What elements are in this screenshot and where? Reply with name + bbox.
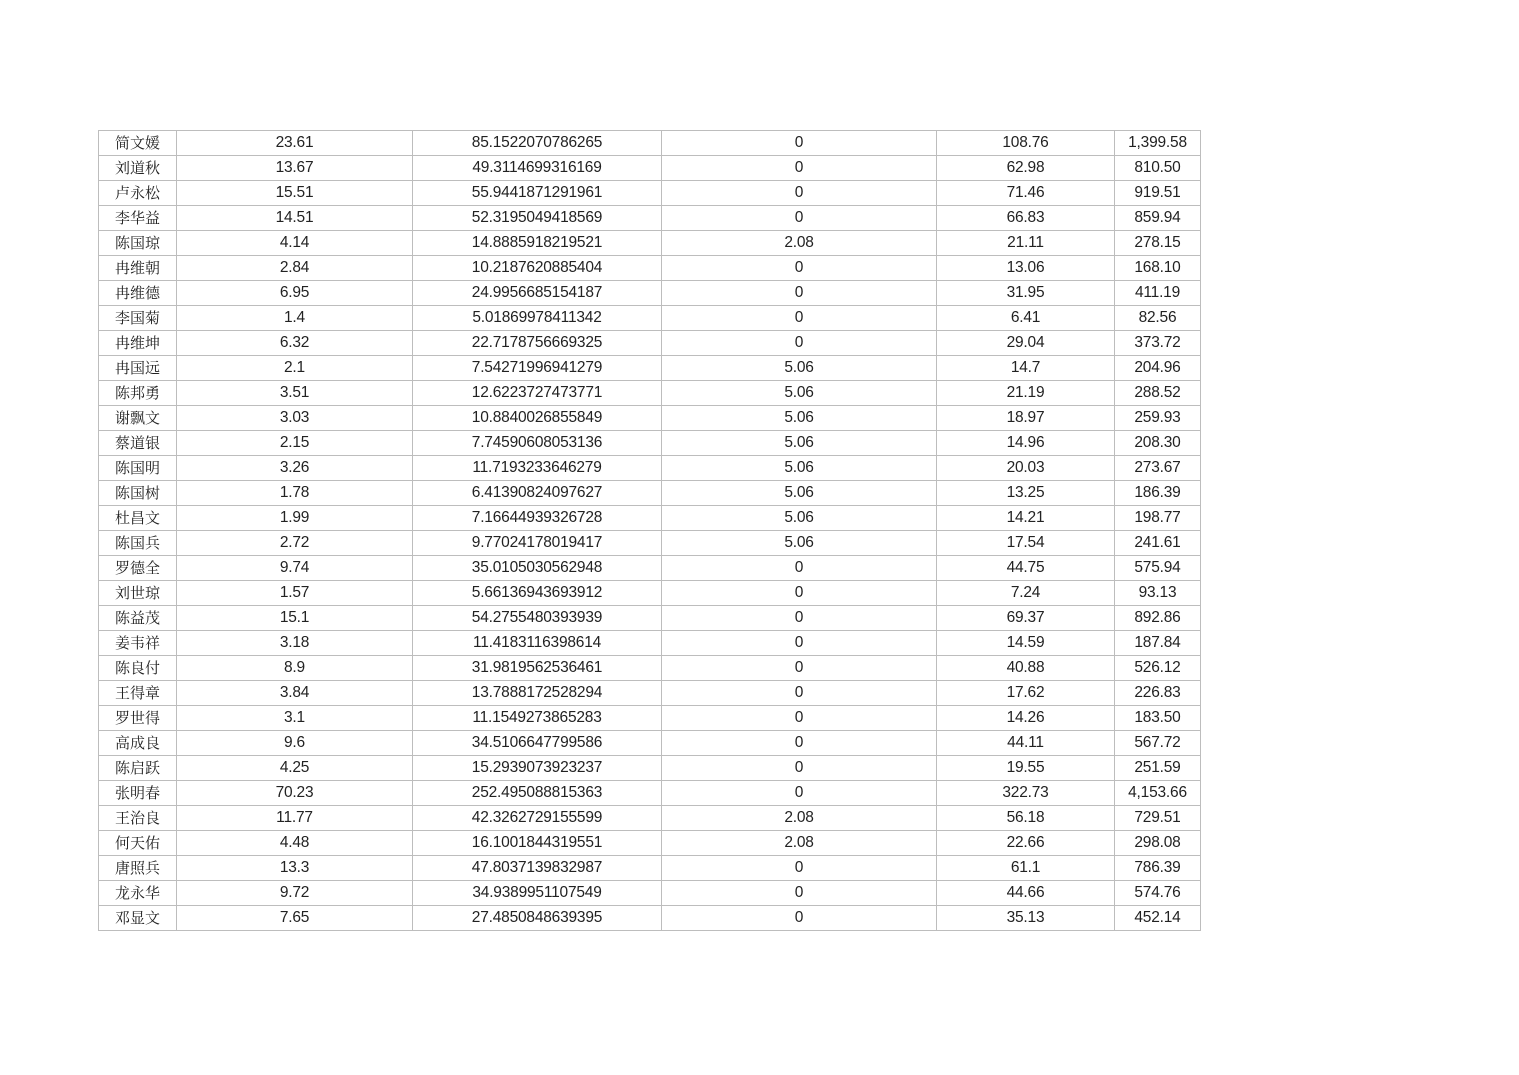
- value-cell-1: 2.15: [177, 431, 413, 456]
- name-cell: 卢永松: [99, 181, 177, 206]
- value-cell-1: 3.84: [177, 681, 413, 706]
- value-cell-2: 34.5106647799586: [413, 731, 662, 756]
- name-cell: 陈启跃: [99, 756, 177, 781]
- table-row: [99, 756, 1201, 781]
- table-row: [99, 631, 1201, 656]
- value-cell-2: 24.9956685154187: [413, 281, 662, 306]
- value-cell-1: 3.51: [177, 381, 413, 406]
- name-cell: 陈国树: [99, 481, 177, 506]
- total-cell: 273.67: [1115, 456, 1201, 481]
- table-row: [99, 256, 1201, 281]
- table-row: [99, 781, 1201, 806]
- value-cell-4: 17.62: [937, 681, 1115, 706]
- value-cell-2: 11.7193233646279: [413, 456, 662, 481]
- total-cell: 208.30: [1115, 431, 1201, 456]
- value-cell-2: 34.9389951107549: [413, 881, 662, 906]
- value-cell-1: 23.61: [177, 131, 413, 156]
- value-cell-1: 2.84: [177, 256, 413, 281]
- value-cell-3: 0: [662, 256, 937, 281]
- value-cell-3: 5.06: [662, 406, 937, 431]
- value-cell-3: 2.08: [662, 831, 937, 856]
- value-cell-4: 17.54: [937, 531, 1115, 556]
- value-cell-1: 14.51: [177, 206, 413, 231]
- value-cell-4: 21.11: [937, 231, 1115, 256]
- table-row: [99, 406, 1201, 431]
- value-cell-2: 5.01869978411342: [413, 306, 662, 331]
- name-cell: 陈邦勇: [99, 381, 177, 406]
- value-cell-1: 9.74: [177, 556, 413, 581]
- value-cell-1: 13.3: [177, 856, 413, 881]
- name-cell: 陈国琼: [99, 231, 177, 256]
- value-cell-3: 0: [662, 281, 937, 306]
- total-cell: 259.93: [1115, 406, 1201, 431]
- value-cell-3: 5.06: [662, 356, 937, 381]
- table-row: [99, 706, 1201, 731]
- value-cell-4: 14.7: [937, 356, 1115, 381]
- value-cell-1: 3.1: [177, 706, 413, 731]
- value-cell-1: 6.32: [177, 331, 413, 356]
- value-cell-2: 42.3262729155599: [413, 806, 662, 831]
- value-cell-4: 29.04: [937, 331, 1115, 356]
- total-cell: 183.50: [1115, 706, 1201, 731]
- name-cell: 龙永华: [99, 881, 177, 906]
- value-cell-2: 31.9819562536461: [413, 656, 662, 681]
- total-cell: 574.76: [1115, 881, 1201, 906]
- value-cell-3: 0: [662, 656, 937, 681]
- table-row: [99, 206, 1201, 231]
- value-cell-2: 7.54271996941279: [413, 356, 662, 381]
- value-cell-3: 5.06: [662, 506, 937, 531]
- value-cell-4: 44.66: [937, 881, 1115, 906]
- value-cell-4: 21.19: [937, 381, 1115, 406]
- total-cell: 168.10: [1115, 256, 1201, 281]
- total-cell: 567.72: [1115, 731, 1201, 756]
- value-cell-4: 19.55: [937, 756, 1115, 781]
- value-cell-3: 0: [662, 731, 937, 756]
- name-cell: 李华益: [99, 206, 177, 231]
- name-cell: 杜昌文: [99, 506, 177, 531]
- value-cell-3: 0: [662, 906, 937, 931]
- name-cell: 张明春: [99, 781, 177, 806]
- table-row: [99, 181, 1201, 206]
- table-row: [99, 306, 1201, 331]
- table-row: [99, 331, 1201, 356]
- value-cell-3: 5.06: [662, 456, 937, 481]
- name-cell: 陈良付: [99, 656, 177, 681]
- name-cell: 简文媛: [99, 131, 177, 156]
- name-cell: 谢飘文: [99, 406, 177, 431]
- table-row: [99, 456, 1201, 481]
- value-cell-2: 27.4850848639395: [413, 906, 662, 931]
- value-cell-3: 5.06: [662, 481, 937, 506]
- name-cell: 唐照兵: [99, 856, 177, 881]
- name-cell: 陈国明: [99, 456, 177, 481]
- value-cell-4: 6.41: [937, 306, 1115, 331]
- table-row: [99, 231, 1201, 256]
- name-cell: 王治良: [99, 806, 177, 831]
- value-cell-3: 5.06: [662, 531, 937, 556]
- value-cell-2: 10.8840026855849: [413, 406, 662, 431]
- value-cell-3: 0: [662, 606, 937, 631]
- total-cell: 452.14: [1115, 906, 1201, 931]
- value-cell-3: 5.06: [662, 431, 937, 456]
- value-cell-4: 31.95: [937, 281, 1115, 306]
- value-cell-1: 2.72: [177, 531, 413, 556]
- value-cell-2: 7.74590608053136: [413, 431, 662, 456]
- table-row: [99, 281, 1201, 306]
- value-cell-1: 1.99: [177, 506, 413, 531]
- value-cell-3: 0: [662, 706, 937, 731]
- value-cell-4: 56.18: [937, 806, 1115, 831]
- value-cell-1: 4.14: [177, 231, 413, 256]
- value-cell-1: 4.48: [177, 831, 413, 856]
- value-cell-1: 3.18: [177, 631, 413, 656]
- total-cell: 411.19: [1115, 281, 1201, 306]
- value-cell-2: 10.2187620885404: [413, 256, 662, 281]
- value-cell-3: 0: [662, 581, 937, 606]
- value-cell-4: 20.03: [937, 456, 1115, 481]
- name-cell: 陈国兵: [99, 531, 177, 556]
- value-cell-4: 40.88: [937, 656, 1115, 681]
- value-cell-1: 6.95: [177, 281, 413, 306]
- total-cell: 226.83: [1115, 681, 1201, 706]
- value-cell-2: 12.6223727473771: [413, 381, 662, 406]
- name-cell: 邓显文: [99, 906, 177, 931]
- table-row: [99, 856, 1201, 881]
- value-cell-1: 15.51: [177, 181, 413, 206]
- value-cell-3: 0: [662, 781, 937, 806]
- value-cell-2: 5.66136943693912: [413, 581, 662, 606]
- total-cell: 241.61: [1115, 531, 1201, 556]
- table-row: [99, 506, 1201, 531]
- name-cell: 冉国远: [99, 356, 177, 381]
- table-row: [99, 431, 1201, 456]
- value-cell-1: 8.9: [177, 656, 413, 681]
- value-cell-4: 13.06: [937, 256, 1115, 281]
- table-row: [99, 481, 1201, 506]
- value-cell-1: 3.03: [177, 406, 413, 431]
- total-cell: 251.59: [1115, 756, 1201, 781]
- name-cell: 罗德全: [99, 556, 177, 581]
- value-cell-4: 22.66: [937, 831, 1115, 856]
- total-cell: 859.94: [1115, 206, 1201, 231]
- table-row: [99, 381, 1201, 406]
- name-cell: 冉维朝: [99, 256, 177, 281]
- value-cell-2: 6.41390824097627: [413, 481, 662, 506]
- value-cell-1: 13.67: [177, 156, 413, 181]
- table-row: [99, 831, 1201, 856]
- value-cell-2: 35.0105030562948: [413, 556, 662, 581]
- table-row: [99, 731, 1201, 756]
- table-row: [99, 356, 1201, 381]
- total-cell: 575.94: [1115, 556, 1201, 581]
- value-cell-4: 66.83: [937, 206, 1115, 231]
- value-cell-3: 0: [662, 306, 937, 331]
- value-cell-1: 1.4: [177, 306, 413, 331]
- value-cell-1: 9.72: [177, 881, 413, 906]
- total-cell: 288.52: [1115, 381, 1201, 406]
- name-cell: 蔡道银: [99, 431, 177, 456]
- value-cell-1: 15.1: [177, 606, 413, 631]
- value-cell-2: 52.3195049418569: [413, 206, 662, 231]
- name-cell: 王得章: [99, 681, 177, 706]
- value-cell-3: 0: [662, 631, 937, 656]
- value-cell-3: 0: [662, 681, 937, 706]
- total-cell: 729.51: [1115, 806, 1201, 831]
- value-cell-3: 0: [662, 556, 937, 581]
- name-cell: 罗世得: [99, 706, 177, 731]
- total-cell: 786.39: [1115, 856, 1201, 881]
- value-cell-4: 7.24: [937, 581, 1115, 606]
- value-cell-2: 47.8037139832987: [413, 856, 662, 881]
- table-row: [99, 531, 1201, 556]
- total-cell: 4,153.66: [1115, 781, 1201, 806]
- value-cell-2: 54.2755480393939: [413, 606, 662, 631]
- table-row: [99, 581, 1201, 606]
- table-row: [99, 656, 1201, 681]
- value-cell-3: 0: [662, 206, 937, 231]
- name-cell: 刘世琼: [99, 581, 177, 606]
- name-cell: 冉维坤: [99, 331, 177, 356]
- value-cell-1: 2.1: [177, 356, 413, 381]
- table-row: [99, 131, 1201, 156]
- value-cell-4: 14.21: [937, 506, 1115, 531]
- name-cell: 李国菊: [99, 306, 177, 331]
- total-cell: 186.39: [1115, 481, 1201, 506]
- table-row: [99, 881, 1201, 906]
- value-cell-2: 7.16644939326728: [413, 506, 662, 531]
- total-cell: 93.13: [1115, 581, 1201, 606]
- value-cell-3: 0: [662, 156, 937, 181]
- value-cell-1: 70.23: [177, 781, 413, 806]
- name-cell: 陈益茂: [99, 606, 177, 631]
- total-cell: 373.72: [1115, 331, 1201, 356]
- name-cell: 高成良: [99, 731, 177, 756]
- total-cell: 187.84: [1115, 631, 1201, 656]
- total-cell: 204.96: [1115, 356, 1201, 381]
- total-cell: 892.86: [1115, 606, 1201, 631]
- value-cell-2: 55.9441871291961: [413, 181, 662, 206]
- value-cell-2: 9.77024178019417: [413, 531, 662, 556]
- table-row: [99, 681, 1201, 706]
- value-cell-3: 0: [662, 856, 937, 881]
- total-cell: 919.51: [1115, 181, 1201, 206]
- value-cell-3: 0: [662, 131, 937, 156]
- value-cell-3: 0: [662, 331, 937, 356]
- value-cell-3: 2.08: [662, 806, 937, 831]
- value-cell-1: 3.26: [177, 456, 413, 481]
- value-cell-3: 0: [662, 756, 937, 781]
- value-cell-4: 61.1: [937, 856, 1115, 881]
- name-cell: 冉维德: [99, 281, 177, 306]
- name-cell: 姜韦祥: [99, 631, 177, 656]
- total-cell: 198.77: [1115, 506, 1201, 531]
- value-cell-2: 11.1549273865283: [413, 706, 662, 731]
- total-cell: 526.12: [1115, 656, 1201, 681]
- table-row: [99, 906, 1201, 931]
- name-cell: 刘道秋: [99, 156, 177, 181]
- value-cell-2: 14.8885918219521: [413, 231, 662, 256]
- value-cell-1: 7.65: [177, 906, 413, 931]
- value-cell-2: 16.1001844319551: [413, 831, 662, 856]
- data-table: [98, 130, 1201, 931]
- value-cell-1: 1.78: [177, 481, 413, 506]
- value-cell-4: 44.75: [937, 556, 1115, 581]
- value-cell-3: 0: [662, 881, 937, 906]
- value-cell-1: 9.6: [177, 731, 413, 756]
- table-body: [99, 131, 1201, 931]
- value-cell-4: 14.59: [937, 631, 1115, 656]
- value-cell-4: 13.25: [937, 481, 1115, 506]
- table-row: [99, 806, 1201, 831]
- value-cell-4: 71.46: [937, 181, 1115, 206]
- value-cell-4: 14.96: [937, 431, 1115, 456]
- value-cell-3: 5.06: [662, 381, 937, 406]
- total-cell: 82.56: [1115, 306, 1201, 331]
- total-cell: 278.15: [1115, 231, 1201, 256]
- value-cell-1: 4.25: [177, 756, 413, 781]
- value-cell-3: 2.08: [662, 231, 937, 256]
- value-cell-3: 0: [662, 181, 937, 206]
- value-cell-4: 108.76: [937, 131, 1115, 156]
- value-cell-4: 322.73: [937, 781, 1115, 806]
- value-cell-4: 69.37: [937, 606, 1115, 631]
- value-cell-2: 85.1522070786265: [413, 131, 662, 156]
- table-row: [99, 606, 1201, 631]
- value-cell-2: 13.7888172528294: [413, 681, 662, 706]
- value-cell-2: 252.495088815363: [413, 781, 662, 806]
- value-cell-4: 35.13: [937, 906, 1115, 931]
- value-cell-2: 15.2939073923237: [413, 756, 662, 781]
- value-cell-4: 14.26: [937, 706, 1115, 731]
- table-row: [99, 556, 1201, 581]
- value-cell-1: 11.77: [177, 806, 413, 831]
- value-cell-2: 11.4183116398614: [413, 631, 662, 656]
- table-row: [99, 156, 1201, 181]
- value-cell-4: 62.98: [937, 156, 1115, 181]
- value-cell-1: 1.57: [177, 581, 413, 606]
- value-cell-2: 22.7178756669325: [413, 331, 662, 356]
- value-cell-2: 49.3114699316169: [413, 156, 662, 181]
- total-cell: 1,399.58: [1115, 131, 1201, 156]
- total-cell: 298.08: [1115, 831, 1201, 856]
- value-cell-4: 18.97: [937, 406, 1115, 431]
- value-cell-4: 44.11: [937, 731, 1115, 756]
- total-cell: 810.50: [1115, 156, 1201, 181]
- name-cell: 何天佑: [99, 831, 177, 856]
